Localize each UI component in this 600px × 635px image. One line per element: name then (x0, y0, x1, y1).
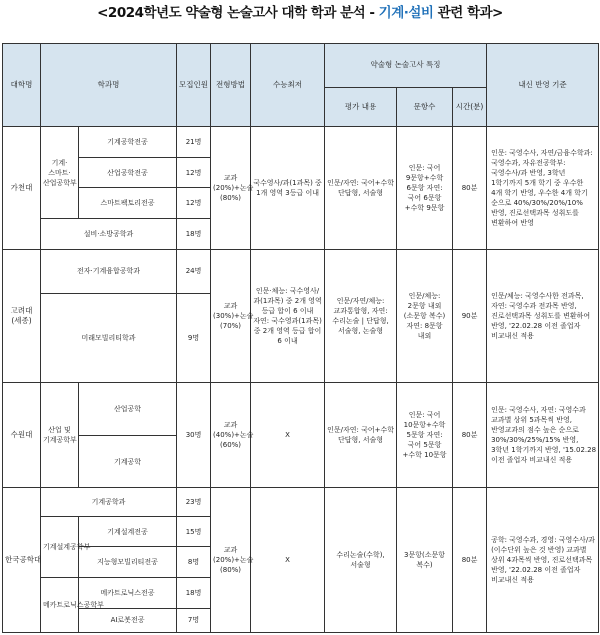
selection-method: 교과(20%)+논술(80%) (211, 488, 251, 633)
department-name: AI로봇전공 (79, 608, 177, 632)
csat-minimum: X (251, 488, 325, 633)
analysis-table-wrapper (2, 43, 598, 633)
department-name: 지능형모빌리티전공 (79, 547, 177, 578)
page-title: <2024학년도 약술형 논술고사 대학 학과 분석 - 기계·설비 관련 학과> (97, 5, 503, 21)
department-name: 메카트로닉스전공 (79, 578, 177, 609)
recruit-count: 9명 (177, 293, 211, 383)
university-tech-korea: 한국공학대 (3, 488, 41, 633)
header-question-count: 문항수 (397, 87, 453, 126)
exam-time: 90분 (453, 249, 487, 383)
header-department: 학과명 (41, 44, 177, 127)
recruit-count: 15명 (177, 516, 211, 547)
exam-time: 80분 (453, 488, 487, 633)
question-count: 3문항(소문항 복수) (397, 488, 453, 633)
eval-content: 인문/자연: 국어+수학 단답형, 서술형 (325, 127, 397, 250)
dept-group: 기계설계공학부 (41, 516, 79, 577)
question-count: 인문: 국어 10문항+수학 5문항 자연: 국어 5문항+수학 10문항 (397, 383, 453, 488)
header-recruit: 모집인원 (177, 44, 211, 127)
recruit-count: 12명 (177, 157, 211, 188)
department-name: 기계설계전공 (79, 516, 177, 547)
recruit-count: 18명 (177, 578, 211, 609)
eval-content: 수리논술(수학), 서술형 (325, 488, 397, 633)
selection-method: 교과(30%)+논술(70%) (211, 249, 251, 383)
exam-time: 80분 (453, 127, 487, 250)
dept-group: 기계·스마트·산업공학부 (41, 127, 79, 219)
header-university: 대학명 (3, 44, 41, 127)
transcript-criteria: 공학: 국영수과, 경영: 국영수사/과(이수단위 높은 것 반영) 교과별 상위 4과목씩 반영, 진로선택과목 반영, '22.02.28 이전 졸업자 비교내신 적용 (487, 488, 599, 633)
recruit-count: 7명 (177, 608, 211, 632)
selection-method: 교과(20%)+논술(80%) (211, 127, 251, 250)
question-count: 인문/체능: 2문항 내외(소문항 복수) 자연: 8문항 내외 (397, 249, 453, 383)
dept-group: 산업 및 기계공학부 (41, 383, 79, 488)
csat-minimum: 국수영사/과(1과목) 중 1개 영역 3등급 이내 (251, 127, 325, 250)
recruit-count: 18명 (177, 219, 211, 250)
recruit-count: 24명 (177, 249, 211, 293)
department-name: 산업공학 (79, 383, 177, 436)
transcript-criteria: 인문/체능: 국영수사한 전과목, 자연: 국영수과 전과목 반영, 진로선택과목 성취도를 변환하여 반영, '22.02.28 이전 졸업자 비교내신 적용 (487, 249, 599, 383)
department-name: 기계공학 (79, 435, 177, 488)
selection-method: 교과(40%)+논술(60%) (211, 383, 251, 488)
university-suwon: 수원대 (3, 383, 41, 488)
recruit-count: 8명 (177, 547, 211, 578)
question-count: 인문: 국어 9문항+수학 6문항 자연: 국어 6문항+수학 9문항 (397, 127, 453, 250)
university-gachon: 가천대 (3, 127, 41, 250)
csat-minimum: X (251, 383, 325, 488)
dept-group: 메카트로닉스공학부 (41, 578, 79, 633)
eval-content: 인문/자연/체능: 교과통합형, 자연: 수리논술 | 단답형, 서술형, 논술형 (325, 249, 397, 383)
recruit-count: 23명 (177, 488, 211, 516)
csat-minimum: 인문·체능: 국수영사/과(1과목) 중 2개 영역 등급 합이 6 이내 자연: 국수영과(1과목) 중 2개 영역 등급 합이 6 이내 (251, 249, 325, 383)
header-transcript: 내신 반영 기준 (487, 44, 599, 127)
eval-content: 인문/자연: 국어+수학 단답형, 서술형 (325, 383, 397, 488)
title-highlight: 기계·설비 (378, 5, 434, 21)
department-name: 기계공학전공 (79, 127, 177, 158)
recruit-count: 21명 (177, 127, 211, 158)
header-csat-min: 수능최저 (251, 44, 325, 127)
header-eval-content: 평가 내용 (325, 87, 397, 126)
recruit-count: 30명 (177, 383, 211, 488)
header-method: 전형방법 (211, 44, 251, 127)
department-name: 전자·기계융합공학과 (41, 249, 177, 293)
department-name: 설비·소방공학과 (41, 219, 177, 250)
university-korea-sejong: 고려대(세종) (3, 249, 41, 383)
transcript-criteria: 인문: 국영수사, 자연/금융수학과: 국영수과, 자유전공학부: 국영수사/과 반영, 3학년 1학기까지 5개 학기 중 우수한 4개 학기 반영, 우수한 4개 학기 순으로 40%/30%/20%/10% 반영, 진로선택과목 성취도를 변환하여 반영 (487, 127, 599, 250)
header-time: 시간(분) (453, 87, 487, 126)
department-name: 기계공학과 (41, 488, 177, 516)
analysis-table (2, 43, 599, 633)
department-name: 스마트팩토리전공 (79, 188, 177, 219)
recruit-count: 12명 (177, 188, 211, 219)
department-name: 산업공학전공 (79, 157, 177, 188)
exam-time: 80분 (453, 383, 487, 488)
header-features: 약술형 논술고사 특징 (325, 44, 487, 88)
transcript-criteria: 인문: 국영수사, 자연: 국영수과 교과별 상위 5과목씩 반영, 반영교과의 점수 높은 순으로 30%/30%/25%/15% 반영, 3학년 1학기까지 반영, '15.02.28 이전 졸업자 비교내신 적용 (487, 383, 599, 488)
department-name: 미래모빌리티학과 (41, 293, 177, 383)
